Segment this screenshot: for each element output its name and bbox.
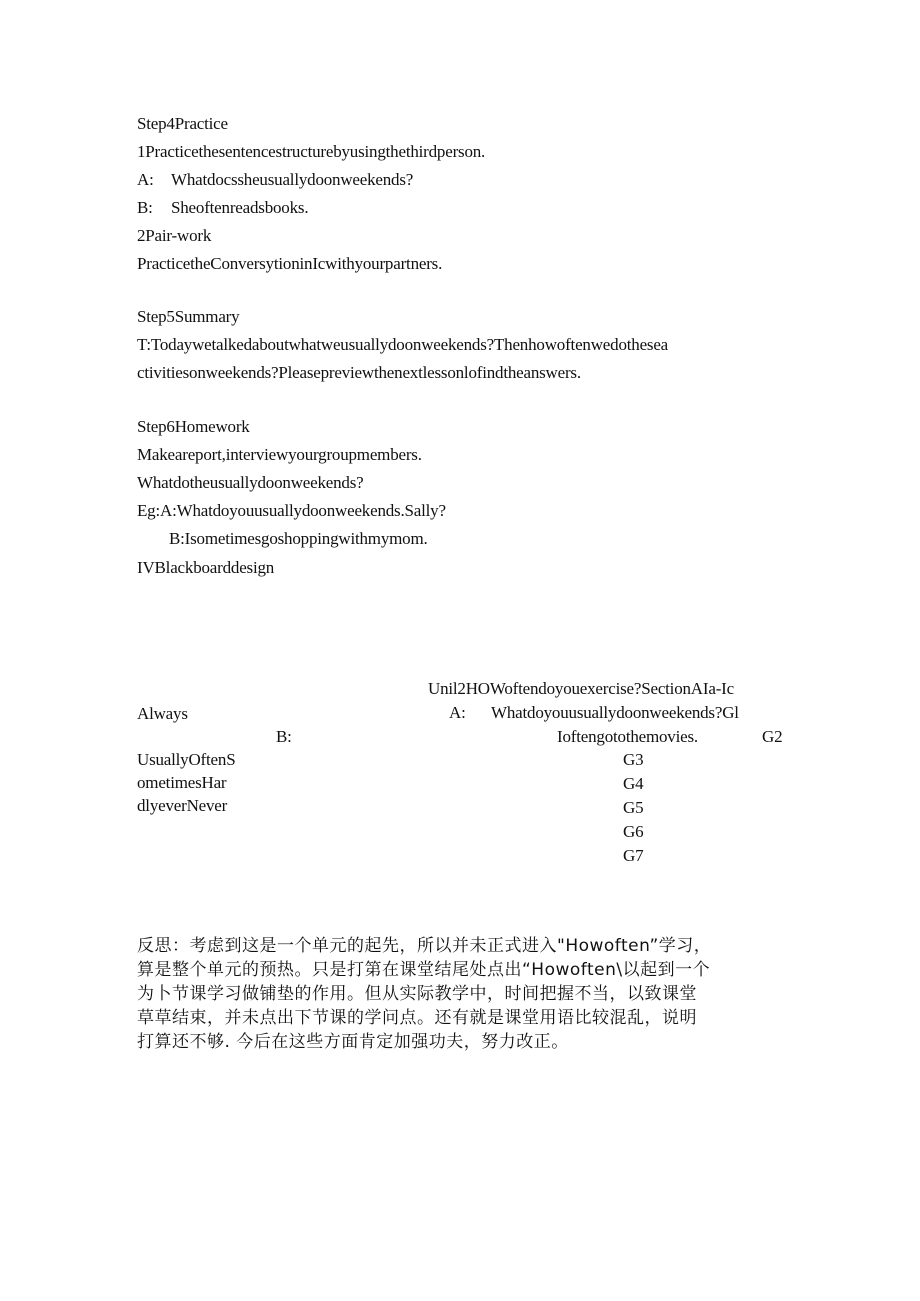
reflection-paragraph xyxy=(137,934,787,1054)
group-label-g5: G5 xyxy=(623,798,644,817)
blackboard-question: Whatdoyouusuallydoonweekends?Gl xyxy=(491,703,739,722)
step6-line2: Whatdotheusuallydoonweekends? xyxy=(137,473,364,492)
reflection-line3: 为卜节课学习做铺垫的作用。但从实际教学中，时间把握不当，以致课堂 xyxy=(137,984,697,1004)
blackboard-always: Always xyxy=(137,704,188,723)
step4-b-text: Sheoftenreadsbooks. xyxy=(171,198,309,217)
reflection-line4: 草草结束，并未点出下节课的学问点。还有就是课堂用语比较混乱，说明 xyxy=(137,1008,697,1028)
reflection-line2: 算是整个单元的预热。只是打第在课堂结尾处点出“Howoften\以起到一个 xyxy=(137,960,711,980)
step4-item2: 2Pair-work xyxy=(137,226,212,245)
group-label-g6: G6 xyxy=(623,822,644,841)
step4-heading: Step4Practice xyxy=(137,114,228,133)
step5-heading: Step5Summary xyxy=(137,307,240,326)
step5-line1: T:Todaywetalkedaboutwhatweusuallydoonweekends?Thenhowoftenwedothesea xyxy=(137,335,669,354)
step4-item1: 1Practicethesentencestructurebyusingthethirdperson. xyxy=(137,142,486,161)
reflection-line5: 打算还不够. 今后在这些方面肯定加强功夫，努力改正。 xyxy=(137,1032,569,1052)
group-label-g2: G2 xyxy=(762,727,783,746)
reflection-line1: 反思：考虑到这是一个单元的起先，所以并未正式进入"Howoften”学习， xyxy=(137,936,712,956)
step6-line3: Eg:A:Whatdoyouusuallydoonweekends.Sally? xyxy=(137,501,446,520)
group-label-g4: G4 xyxy=(623,774,644,793)
group-label-g7: G7 xyxy=(623,846,644,865)
group-label-g3: G3 xyxy=(623,750,644,769)
freq-line3: dlyeverNever xyxy=(137,796,228,815)
freq-line2: ometimesHar xyxy=(137,773,227,792)
step4-item2-text: PracticetheConversytioninIcwithyourpartners. xyxy=(137,254,443,273)
blackboard-answer: Ioftengotothemovies. xyxy=(557,727,698,746)
step4-a-label: A: xyxy=(137,170,154,189)
step4-b-label: B: xyxy=(137,198,153,217)
step6-heading: Step6Homework xyxy=(137,417,250,436)
blackboard-title: Unil2HOWoftendoyouexercise?SectionAIa-Ic xyxy=(428,679,734,698)
step6-line4: B:Isometimesgoshoppingwithmymom. xyxy=(169,529,428,548)
freq-line1: UsuallyOftenS xyxy=(137,750,236,769)
blackboard-a-label: A: xyxy=(449,703,466,722)
step5-line2: ctivitiesonweekends?Pleasepreviewthenextlessonlofindtheanswers. xyxy=(137,363,581,382)
blackboard-b-label: B: xyxy=(276,727,292,746)
step6-line1: Makeareport,interviewyourgroupmembers. xyxy=(137,445,422,464)
step4-a-text: Whatdocssheusuallydoonweekends? xyxy=(171,170,414,189)
section4-heading: IVBlackboarddesign xyxy=(137,558,275,577)
